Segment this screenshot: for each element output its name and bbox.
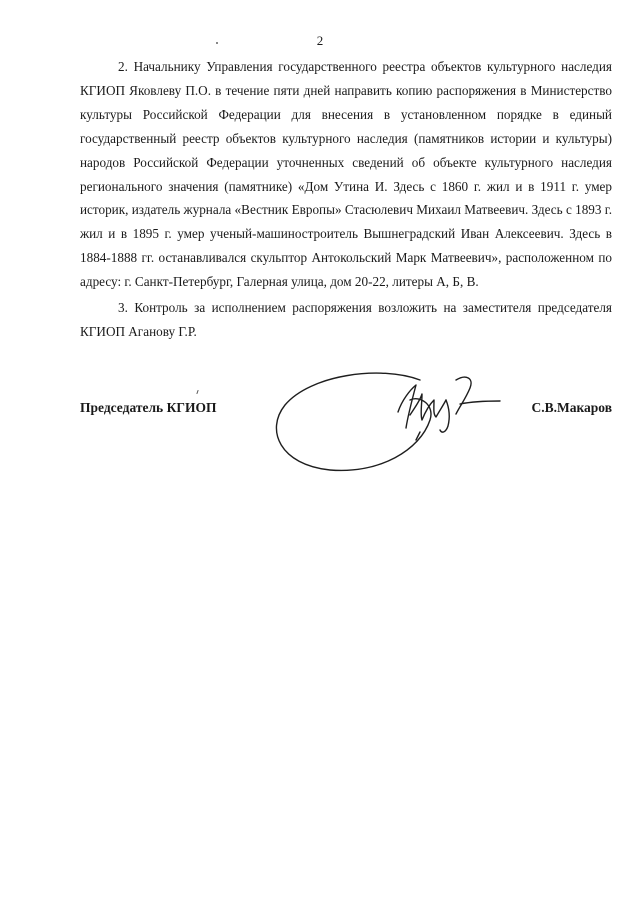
paragraph-2: 2. Начальнику Управления государственного реестра объектов культурного наследия КГИОП Яковлеву П.О. в течение пяти дней направить копию распоряжения в Министерство культуры Российской Федерации для внесения в установленном порядке в единый государственный реестр объектов культурного наследия (памятников истории и культуры) народов Российской Федерации уточненных сведений об объекте культурного наследия регионального значения (памятнике) «Дом Утина И. Здесь с 1860 г. жил и в 1911 г. умер историк, издатель журнала «Вестник Европы» Стасюлевич Михаил Матвеевич. Здесь с 1893 г. жил и в 1895 г. умер ученый-машиностроитель Вышнеградский Иван Алексеевич. Здесь в 1884-1888 гг. останавливался скульптор Антокольский Марк Матвеевич», расположенном по адресу: г. Санкт-Петербург, Галерная улица, дом 20-22, литеры А, Б, В. bbox=[80, 59, 612, 290]
scan-speck bbox=[196, 390, 198, 394]
signature-block bbox=[80, 400, 612, 510]
handwritten-signature bbox=[270, 370, 530, 490]
signer-name: С.В.Макаров bbox=[531, 400, 612, 415]
page-number: 2 bbox=[316, 33, 324, 48]
signer-title: Председатель КГИОП bbox=[80, 400, 217, 415]
paragraph-3: 3. Контроль за исполнением распоряжения возложить на заместителя председателя КГИОП Аганову Г.Р. bbox=[80, 300, 612, 339]
document-body bbox=[80, 55, 612, 344]
